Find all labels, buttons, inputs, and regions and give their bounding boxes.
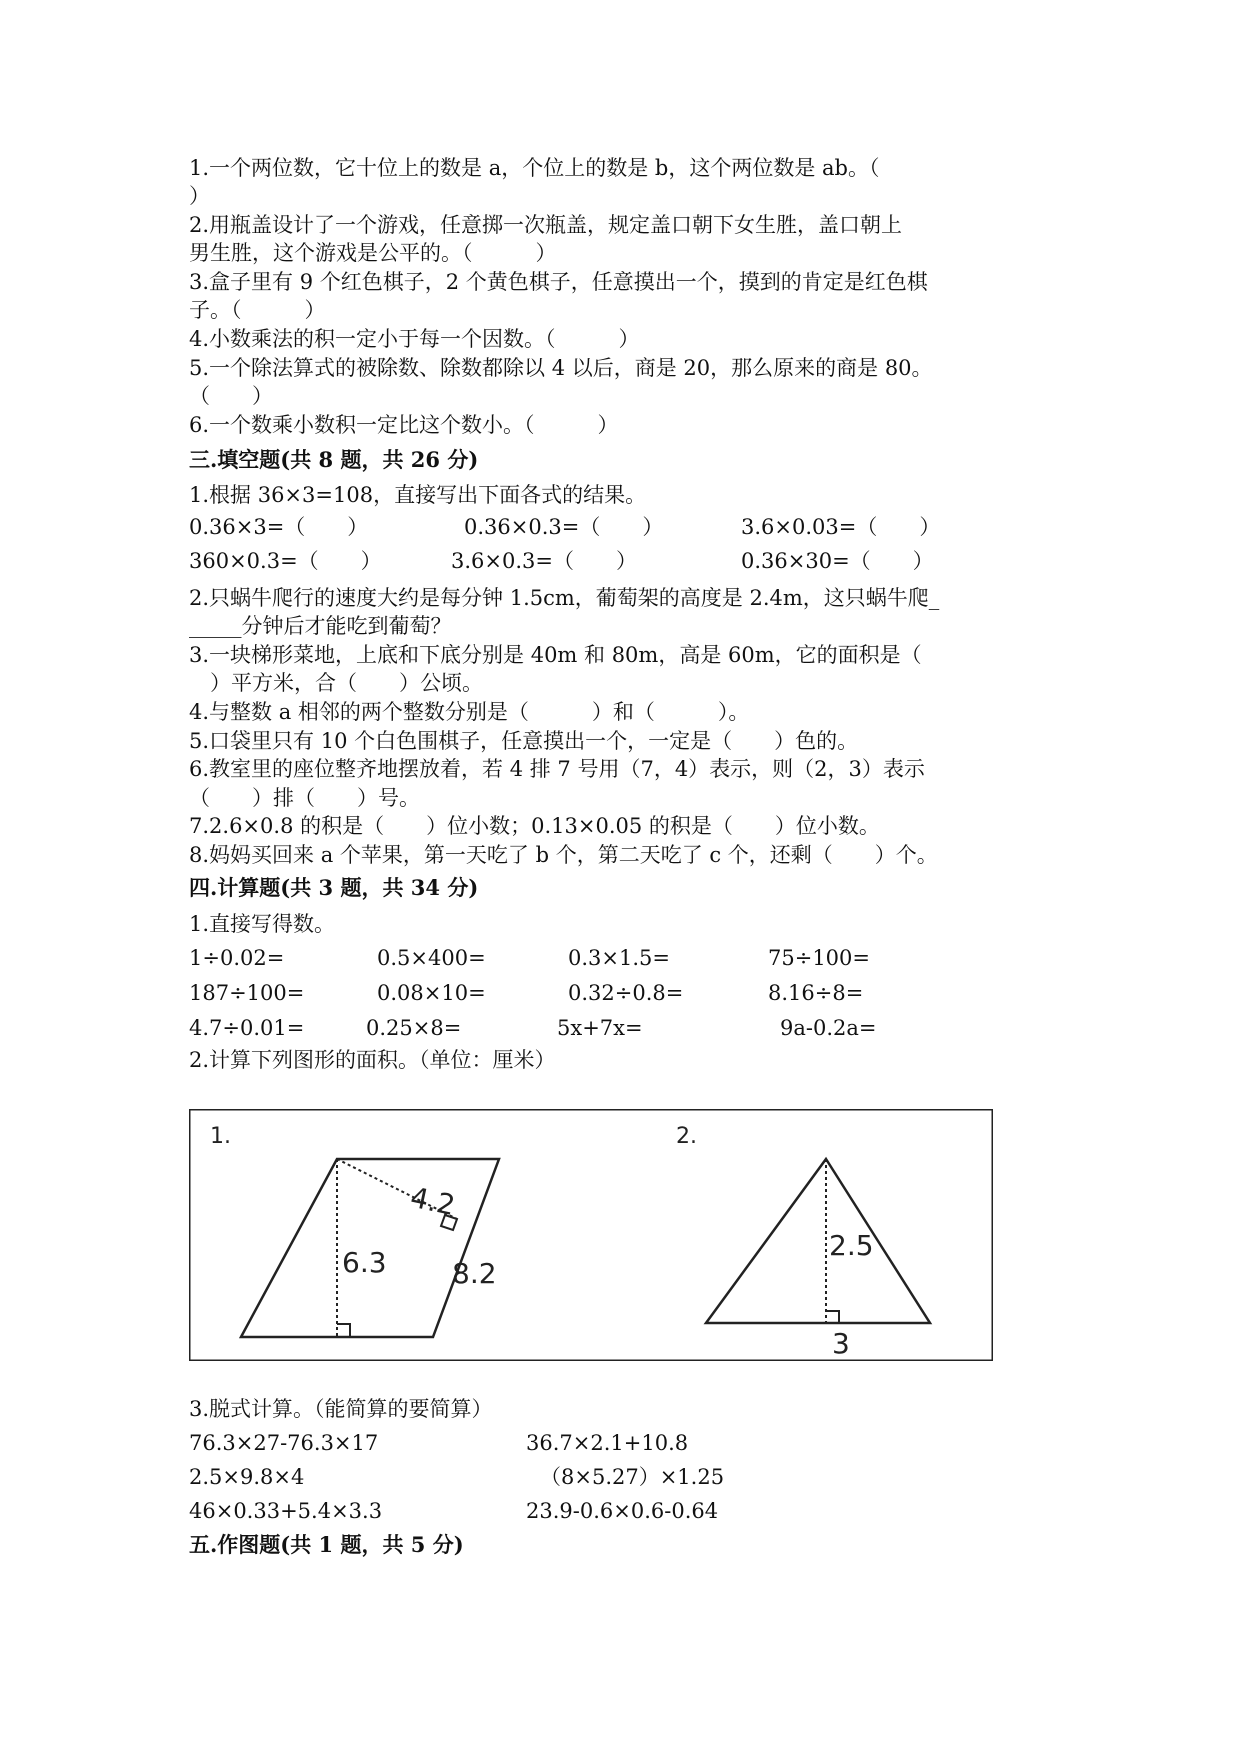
fill-q1-item: 360×0.3=（ ） xyxy=(189,549,382,573)
fill-q6-line2: （ ）排（ ）号。 xyxy=(189,786,420,810)
fill-q1-item: 0.36×3=（ ） xyxy=(189,515,369,539)
judge-q6: 6.一个数乘小数积一定比这个数小。（ ） xyxy=(189,413,619,437)
judge-q1-line2: ） xyxy=(189,184,210,208)
oral-calc-item: 8.16÷8= xyxy=(768,981,864,1005)
judge-q2-line1: 2.用瓶盖设计了一个游戏，任意掷一次瓶盖，规定盖口朝下女生胜，盖口朝上 xyxy=(189,213,903,237)
parallelogram-height-label: 6.3 xyxy=(342,1246,387,1279)
oral-calc-item: 1÷0.02= xyxy=(189,946,285,970)
step-calc-item: （8×5.27）×1.25 xyxy=(540,1465,725,1489)
oral-calc-item: 75÷100= xyxy=(768,946,870,970)
step-calc-item: 46×0.33+5.4×3.3 xyxy=(189,1499,383,1523)
oral-calc-item: 0.3×1.5= xyxy=(568,946,670,970)
parallelogram-slant-height-label: 4.2 xyxy=(407,1180,458,1223)
judge-q3-line2: 子。（ ） xyxy=(189,298,326,322)
oral-calc-item: 0.08×10= xyxy=(377,981,486,1005)
section5-title: 五.作图题(共 1 题，共 5 分) xyxy=(189,1532,464,1557)
judge-q2-line2: 男生胜，这个游戏是公平的。（ ） xyxy=(189,241,557,265)
fill-q6-line1: 6.教室里的座位整齐地摆放着，若 4 排 7 号用（7，4）表示，则（2，3）表示 xyxy=(189,757,925,781)
triangle xyxy=(706,1159,930,1323)
fill-q3-line1: 3.一块梯形菜地，上底和下底分别是 40m 和 80m，高是 60m，它的面积是（ xyxy=(189,643,922,667)
fill-q1-item: 0.36×30=（ ） xyxy=(741,549,934,573)
fill-q1-item: 0.36×0.3=（ ） xyxy=(464,515,664,539)
oral-calc-item: 5x+7x= xyxy=(557,1016,643,1040)
oral-calc-item: 0.5×400= xyxy=(377,946,486,970)
section4-title: 四.计算题(共 3 题，共 34 分) xyxy=(189,875,479,900)
fill-q8: 8.妈妈买回来 a 个苹果，第一天吃了 b 个，第二天吃了 c 个，还剩（ ）个。 xyxy=(189,843,938,867)
fill-q3-line2: ）平方米，合（ ）公顷。 xyxy=(189,671,483,695)
fill-q2-line2: _____分钟后才能吃到葡萄？ xyxy=(189,614,452,638)
fill-q4: 4.与整数 a 相邻的两个整数分别是（ ）和（ ）。 xyxy=(189,700,750,724)
oral-calc-item: 4.7÷0.01= xyxy=(189,1016,305,1040)
fill-q1: 1.根据 36×3=108，直接写出下面各式的结果。 xyxy=(189,483,647,507)
triangle-base-label: 3 xyxy=(832,1327,850,1360)
step-calc-item: 76.3×27-76.3×17 xyxy=(189,1431,379,1455)
judge-q5-line2: （ ） xyxy=(189,384,273,408)
calc-q1: 1.直接写得数。 xyxy=(189,912,336,936)
judge-q3-line1: 3.盒子里有 9 个红色棋子，2 个黄色棋子，任意摸出一个，摸到的肯定是红色棋 xyxy=(189,270,928,294)
fill-q5: 5.口袋里只有 10 个白色围棋子，任意摸出一个，一定是（ ）色的。 xyxy=(189,729,859,753)
calc-q2: 2.计算下列图形的面积。（单位：厘米） xyxy=(189,1048,556,1072)
calc-q3: 3.脱式计算。（能简算的要简算） xyxy=(189,1397,493,1421)
fill-q1-item: 3.6×0.03=（ ） xyxy=(741,515,941,539)
step-calc-item: 23.9-0.6×0.6-0.64 xyxy=(526,1499,719,1523)
figure-label-2: 2. xyxy=(676,1124,697,1149)
judge-q1-line1: 1.一个两位数，它十位上的数是 a，个位上的数是 b，这个两位数是 ab。（ xyxy=(189,156,880,180)
judge-q5-line1: 5.一个除法算式的被除数、除数都除以 4 以后，商是 20，那么原来的商是 80。 xyxy=(189,356,933,380)
fill-q2-line1: 2.只蜗牛爬行的速度大约是每分钟 1.5cm，葡萄架的高度是 2.4m，这只蜗牛爬_ xyxy=(189,586,940,610)
fill-q1-item: 3.6×0.3=（ ） xyxy=(451,549,637,573)
step-calc-item: 2.5×9.8×4 xyxy=(189,1465,305,1489)
right-angle-mark xyxy=(826,1311,839,1323)
right-angle-mark xyxy=(337,1324,350,1337)
triangle-height-label: 2.5 xyxy=(829,1229,874,1262)
judge-q4: 4.小数乘法的积一定小于每一个因数。（ ） xyxy=(189,327,640,351)
step-calc-item: 36.7×2.1+10.8 xyxy=(526,1431,689,1455)
parallelogram-side-label: 8.2 xyxy=(452,1257,497,1290)
oral-calc-item: 187÷100= xyxy=(189,981,305,1005)
oral-calc-item: 0.32÷0.8= xyxy=(568,981,684,1005)
section3-title: 三.填空题(共 8 题，共 26 分) xyxy=(189,447,479,472)
fill-q7: 7.2.6×0.8 的积是（ ）位小数；0.13×0.05 的积是（ ）位小数。 xyxy=(189,814,880,838)
figure-label-1: 1. xyxy=(210,1124,231,1149)
area-figure xyxy=(189,1109,993,1361)
oral-calc-item: 9a-0.2a= xyxy=(780,1016,877,1040)
oral-calc-item: 0.25×8= xyxy=(366,1016,462,1040)
